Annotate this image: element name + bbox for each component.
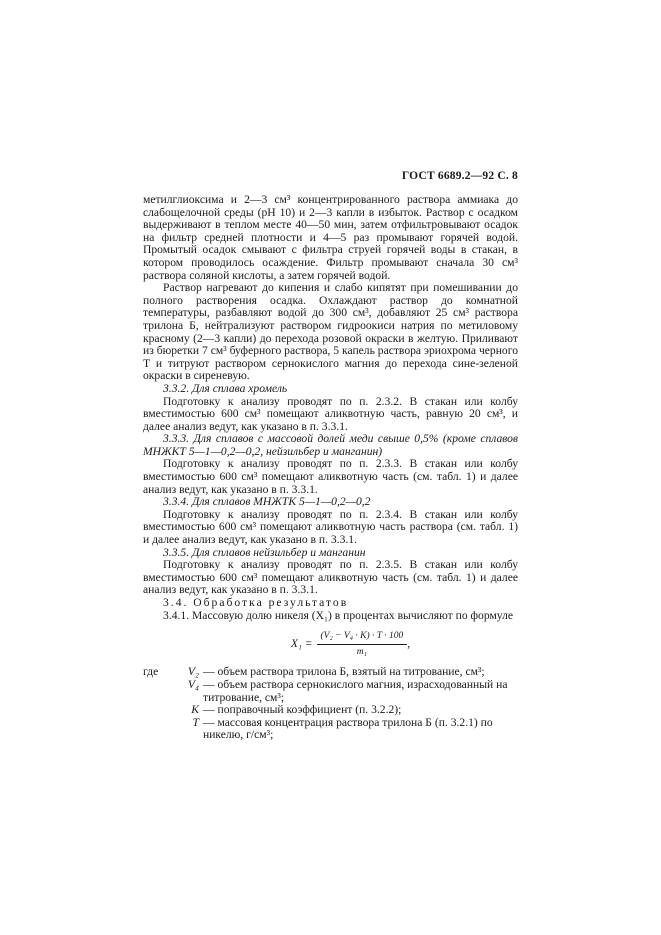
definition-lead — [143, 704, 173, 717]
section-heading-3-3-3: 3.3.3. Для сплавов с массовой долей меди свыше 0,5% (кроме сплавов МНЖКТ 5—1—0,2—0,2, нейзильбер и манганин) — [143, 432, 518, 458]
definition-symbol: T — [192, 715, 199, 729]
paragraph-3-4-1: 3.4.1. Массовую долю никеля (X₁) в процентах вычисляют по формуле — [163, 608, 513, 622]
page-header: ГОСТ 6689.2—92 С. 8 — [401, 170, 518, 182]
definition-item — [143, 704, 518, 717]
section-heading-3-4: 3.4. Обработка результатов — [163, 596, 349, 609]
paragraph-3-3-4: Подготовку к анализу проводят по п. 2.3.4. В стакан или колбу вместимостью 600 см³ помещают аликвотную часть раствора (см. табл. 1) и далее анализ ведут, как указано в п. 3.3.1. — [143, 507, 518, 547]
section-heading-3-3-2: 3.3.2. Для сплава хромель — [163, 381, 288, 395]
definition-text: — объем раствора сернокислого магния, израсходованный на титрование, см³; — [203, 677, 508, 704]
definition-symbol: V₂ — [187, 665, 199, 679]
formula-fraction — [317, 630, 411, 658]
formula-trail: , — [407, 637, 411, 650]
paragraph-precipitation: метилглиоксима и 2—3 см³ концентрированного раствора аммиака до слабощелочной среды (рН 10) и 2—3 капли в избыток. Раствор с осадком выдерживают в теплом месте 40—50 мин, затем отфильтровывают осадок на фильтр средней плотности и 4—5 раз промывают горячей водой. Промытый осадок смывают с фильтра струей горячей воды в стакан, в котором проводилось осаждение. Фильтр промывают сначала 30 см³ раствора соляной кислоты, а затем горячей водой. — [143, 193, 518, 282]
body-text — [143, 194, 518, 742]
definition-lead — [143, 717, 173, 742]
definition-symbol: K — [191, 703, 199, 717]
definitions-list — [143, 666, 518, 742]
section-heading-3-3-4: 3.3.4. Для сплавов МНЖТК 5—1—0,2—0,2 — [163, 495, 371, 509]
paragraph-titration: Раствор нагревают до кипения и слабо кипятят при помешивании до полного растворения осадка. Охлаждают раствор до комнатной температуры, разбавляют водой до 300 см³, добавляют 25 см³ раствора трилона Б, нейтрализуют раствором гидроокиси натрия по метиловому красному (2—3 капли) до перехода розовой окраски в желтую. Приливают из бюретки 7 см³ буферного раствора, 5 капель раствора эриохрома черного Т и титруют раствором сернокислого магния до перехода сине-зеленой окраски в сиреневую. — [143, 281, 518, 383]
formula-denominator: m₁ — [356, 646, 367, 657]
paragraph-3-3-5: Подготовку к анализу проводят по п. 2.3.5. В стакан или колбу вместимостью 600 см³ помещают аликвотную часть (см. табл. 1) и далее анализ ведут, как указано в п. 3.3.1. — [143, 558, 518, 597]
definition-text: — поправочный коэффициент (п. 3.2.2); — [203, 703, 402, 717]
definition-symbol: V₄ — [187, 677, 199, 691]
definition-item — [143, 679, 518, 704]
paragraph-3-3-2: Подготовку к анализу проводят по п. 2.3.2. В стакан или колбу вместимостью 600 см³ помещают аликвотную часть, равную 20 см³, и далее анализ ведут, как указано в п. 3.3.1. — [143, 394, 518, 433]
definition-lead: где — [143, 665, 159, 679]
definition-text: — массовая концентрация раствора трилона Б (п. 3.2.1) по никелю, г/см³; — [203, 715, 493, 742]
formula-numerator: (V₂ − V₄ · K) · T · 100 — [317, 630, 408, 645]
paragraph-3-3-3: Подготовку к анализу проводят по п. 2.3.3. В стакан или колбу вместимостью 600 см³ помещают аликвотную часть (см. табл. 1) и далее анализ ведут, как указано в п. 3.3.1. — [143, 457, 518, 496]
section-heading-3-3-5: 3.3.5. Для сплавов нейзильбер и манганин — [163, 545, 366, 559]
definition-item — [143, 717, 518, 742]
definition-text: — объем раствора трилона Б, взятый на титрование, см³; — [203, 665, 485, 679]
formula-lhs: X₁ = — [290, 637, 313, 650]
nickel-formula — [183, 630, 518, 658]
definition-lead — [143, 679, 173, 704]
